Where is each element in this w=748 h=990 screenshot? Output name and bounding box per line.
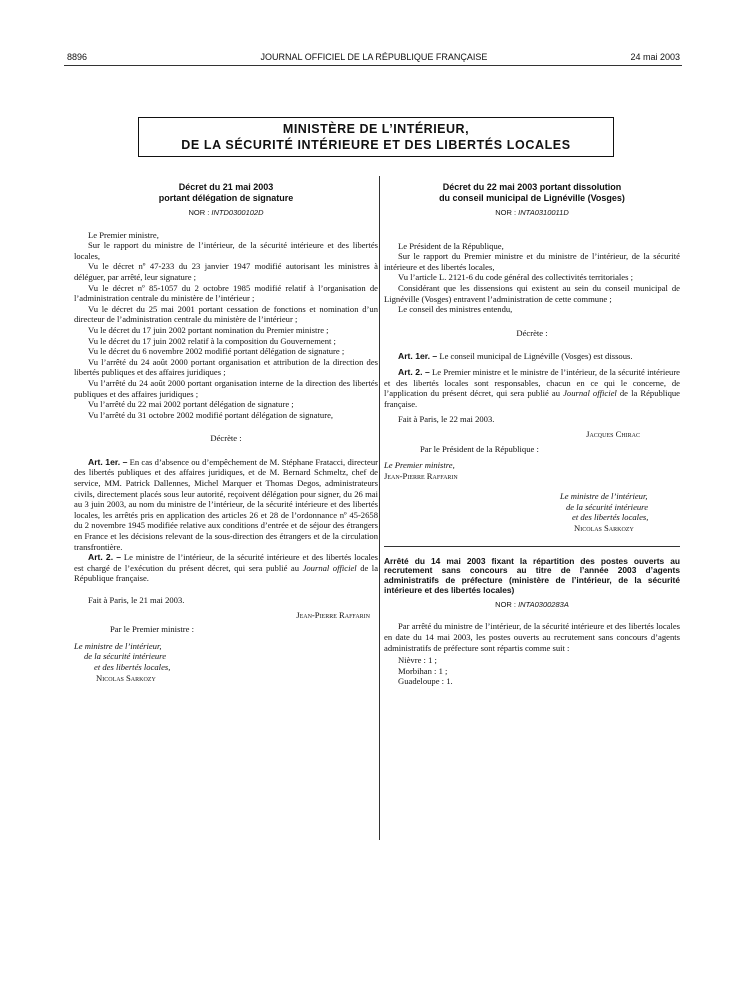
article-label: Art. 1er. – [88, 456, 128, 467]
paragraph: Vu le décret du 6 novembre 2002 modifié portant délégation de signature ; [88, 346, 345, 357]
list-item: Guadeloupe : 1. [398, 676, 453, 687]
article-label: Art. 2. – [398, 366, 430, 377]
journal-reference: Journal officiel [302, 562, 357, 573]
paragraph: Vu l’arrêté du 24 août 2000 portant organisation interne de la direction des libertés publiques et des affaires juridiques ; [74, 377, 378, 399]
article-1 [74, 457, 378, 552]
column-divider [379, 176, 380, 840]
minister-name: Nicolas Sarkozy [574, 523, 634, 534]
decret1-title-line1: Décret du 21 mai 2003 [178, 182, 274, 192]
decret1-nor [74, 208, 378, 219]
fait-a-paris: Fait à Paris, le 21 mai 2003. [88, 595, 185, 605]
left-column [74, 182, 378, 683]
nor-code: INTD0300102D [211, 208, 264, 217]
article-text: Le Premier ministre et le ministre de l’intérieur, de la sécurité intérieure et des libertés locales sont responsables, chacun en ce qui le concerne, de l’application du présent décret, qui sera publié au [384, 366, 680, 399]
signature-name: Jacques Chirac [586, 428, 640, 439]
minister-signature [384, 491, 680, 533]
paragraph: Vu l’article L. 2121-6 du code général des collectivités territoriales ; [398, 272, 634, 283]
journal-title: JOURNAL OFFICIEL DE LA RÉPUBLIQUE FRANÇAISE [260, 52, 488, 62]
article-2 [384, 367, 680, 409]
decrete: Décrète : [516, 327, 548, 338]
decret2-title-line2: du conseil municipal de Lignéville (Vosges) [439, 193, 625, 203]
minister-name: Nicolas Sarkozy [96, 672, 156, 683]
arrete-title: Arrêté du 14 mai 2003 fixant la répartition des postes ouverts au recrutement sans concours au titre de l’année 2003 d’agents administratifs de préfecture (ministère de l’intérieur, de la sécurité intérieure et des libertés locales) [384, 555, 680, 596]
nor-code: INTA0300283A [518, 599, 569, 609]
paragraph: Le Premier ministre, [88, 229, 159, 240]
list-item: Morbihan : 1 ; [398, 665, 448, 676]
article-text: Le conseil municipal de Lignéville (Vosges) est dissous. [439, 351, 633, 362]
minister-line: de la sécurité intérieure [84, 651, 167, 662]
list-item: Nièvre : 1 ; [398, 655, 437, 666]
arrete-nor [384, 600, 680, 611]
article-1 [384, 351, 680, 362]
paragraph: Sur le rapport du Premier ministre et du ministre de l’intérieur, de la sécurité intérieure et des libertés locales, [384, 251, 680, 272]
page-number: 8896 [67, 52, 88, 62]
paragraph: Vu le décret du 25 mai 2001 portant cessation de fonctions et nomination d’un directeur de l’administration centrale du ministère de l’intérieur ; [74, 303, 378, 325]
signature-name: Jean-Pierre Raffarin [296, 609, 370, 620]
pm-line: Le Premier ministre, [384, 460, 455, 471]
fait-a-paris: Fait à Paris, le 22 mai 2003. [398, 414, 495, 425]
article-text: de la République française. [384, 388, 680, 409]
decret2-nor [384, 208, 680, 219]
journal-reference: Journal officiel [563, 388, 617, 399]
paragraph: Vu l’arrêté du 31 octobre 2002 modifié portant délégation de signature, [88, 409, 334, 420]
minister-line: de la sécurité intérieure [566, 501, 649, 512]
premier-ministre-signature [384, 460, 680, 481]
paragraph: Vu le décret nº 85-1057 du 2 octobre 1985 modifié relatif à l’organisation de l’administration centrale du ministère de l’intérieur ; [74, 282, 378, 304]
par-le-premier-ministre: Par le Premier ministre : [110, 624, 195, 635]
article-label: Art. 2. – [88, 552, 122, 563]
right-column [384, 182, 680, 687]
paragraph: Le conseil des ministres entendu, [398, 304, 513, 315]
paragraph: Vu le décret nº 47-233 du 23 janvier 1947 modifié autorisant les ministres à déléguer, par arrêté, leur signature ; [74, 261, 378, 282]
minister-line: et des libertés locales, [572, 512, 649, 523]
minister-line: Le ministre de l’intérieur, [74, 640, 162, 651]
minister-signature [74, 641, 378, 683]
nor-code: INTA0310011D [518, 208, 569, 217]
nor-label: NOR : [495, 599, 516, 609]
paragraph: Considérant que les dissensions qui existent au sein du conseil municipal de Lignéville (Vosges) entravent l’administration de cette commune ; [384, 282, 680, 304]
ministry-heading-box [138, 117, 614, 157]
decrete: Décrète : [210, 433, 242, 444]
paragraph: Sur le rapport du ministre de l’intérieur, de la sécurité intérieure et des libertés locales, [74, 240, 378, 261]
nor-label: NOR : [495, 208, 517, 217]
article-2 [74, 552, 378, 584]
decret1-title [74, 182, 378, 204]
ministry-title-line1: MINISTÈRE DE L’INTÉRIEUR, [282, 122, 470, 136]
arrete-text: Par arrêté du ministre de l’intérieur, de la sécurité intérieure et des libertés locales en date du 14 mai 2003, les postes ouverts au recrutement sans concours d’agents administratifs de préfecture sont répartis comme suit : [384, 621, 680, 653]
header-rule [64, 65, 682, 66]
article-text: Le ministre de l’intérieur, de la sécurité intérieure et des libertés locales est chargé de l’exécution du présent décret, qui sera publié au [74, 552, 379, 573]
decret2-title [384, 182, 680, 204]
ministry-title-line2: DE LA SÉCURITÉ INTÉRIEURE ET DES LIBERTÉS LOCALES [181, 138, 571, 152]
article-text: de la République française. [74, 562, 379, 584]
paragraph: Vu l’arrêté du 24 août 2000 portant organisation et attribution de la direction des libertés publiques et des affaires juridiques ; [74, 356, 378, 378]
issue-date: 24 mai 2003 [630, 52, 680, 62]
decret1-title-line2: portant délégation de signature [158, 193, 294, 203]
paragraph: Vu le décret du 17 juin 2002 relatif à la composition du Gouvernement ; [88, 335, 336, 346]
pm-name: Jean-Pierre Raffarin [384, 470, 458, 481]
article-label: Art. 1er. – [398, 351, 438, 362]
par-le-president: Par le Président de la République : [420, 443, 539, 454]
minister-line: et des libertés locales, [94, 661, 171, 672]
nor-label: NOR : [188, 208, 210, 217]
paragraph: Vu l’arrêté du 22 mai 2002 portant délégation de signature ; [88, 399, 294, 410]
section-separator [384, 546, 680, 547]
minister-line: Le ministre de l’intérieur, [560, 491, 648, 502]
paragraph: Vu le décret du 17 juin 2002 portant nomination du Premier ministre ; [88, 324, 329, 335]
article-text: En cas d’absence ou d’empêchement de M. Stéphane Fratacci, directeur des libertés publiques et des affaires juridiques, et de M. Bernard Schmeltz, chef de service, MM. Patrick Dallennes, Michel Marquer et Thomas Degos, administrateurs civils, directement placés sous leur autorité, reçoivent délégation pour signer, du 26 mai au 3 juin 2003, au nom du ministre de l’intérieur, de la sécurité intérieure et des libertés locales, les arrêtés pris en application des articles 26 et 28 de l’ordonnance nº 45-2658 du 2 novembre 1945 modifiée relative aux conditions d’entrée et de séjour des étrangers en France et les décisions relevant de la sous-direction des étrangers et de la circulation transfrontière. [74, 456, 378, 552]
paragraph: Le Président de la République, [398, 240, 504, 251]
decret2-title-line1: Décret du 22 mai 2003 portant dissolution [442, 182, 622, 192]
